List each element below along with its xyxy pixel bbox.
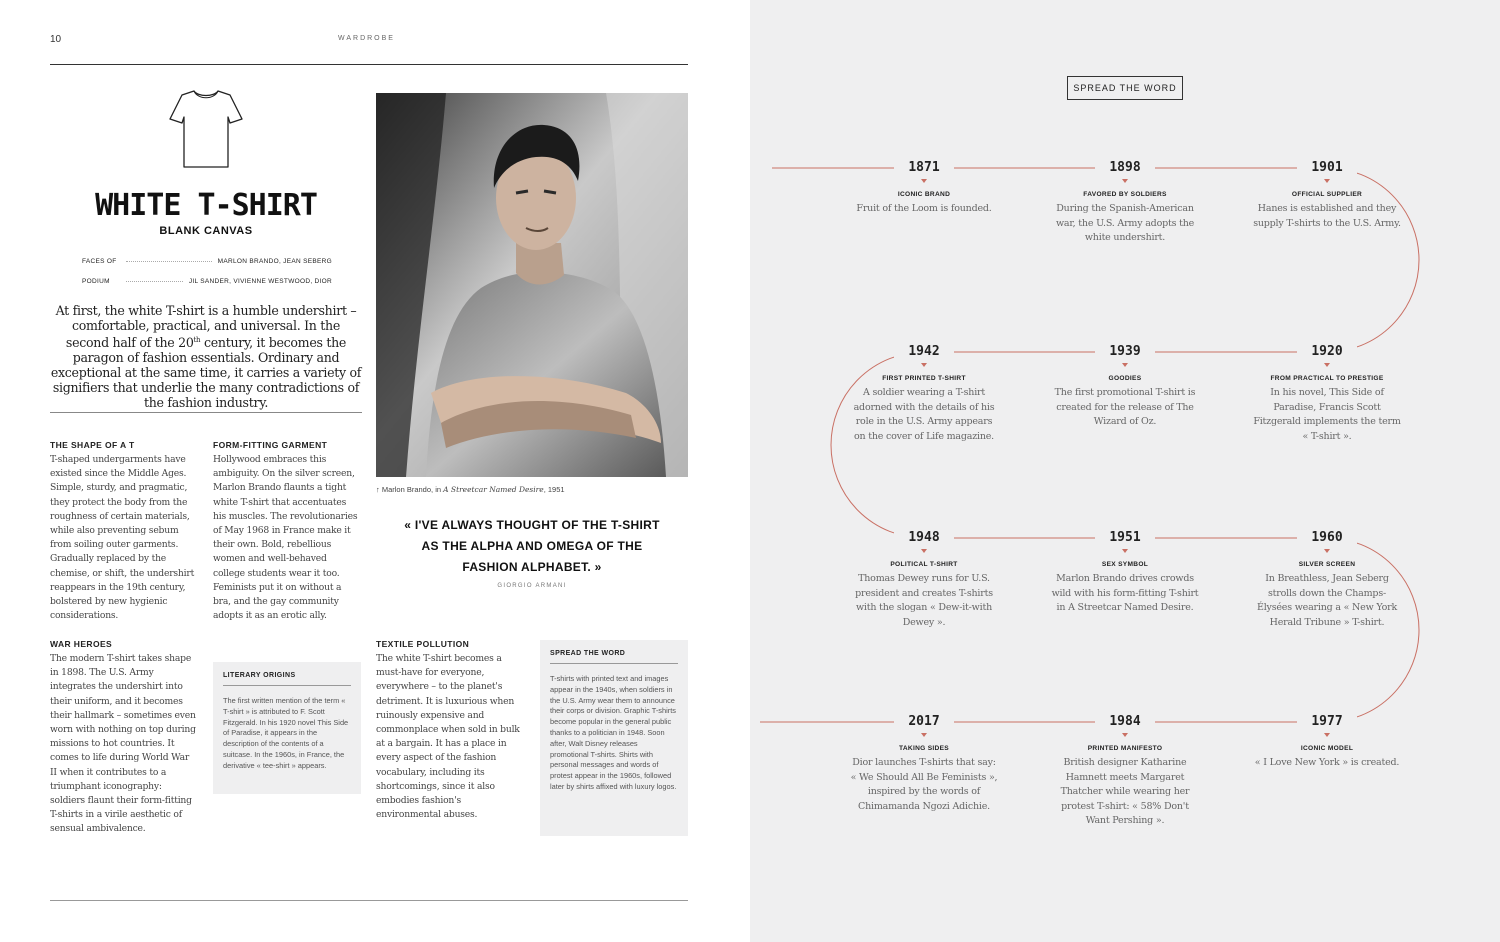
event-text: « I Love New York » is created. [1254,757,1400,768]
pull-quote: « I'VE ALWAYS THOUGHT OF THE T-SHIRT AS THE ALPHA AND OMEGA OF THE FASHION ALPHABET. » [404,518,660,574]
timeline-event-1951 [1050,529,1200,616]
event-marker [1324,549,1330,553]
section-text-war: The modern T-shirt takes shape in 1898. The U.S. Army integrates the undershirt into their uniform, and it becomes their hallmark – sometimes even worn with nothing on top during missions to hot countries. It comes to life during World War II when it contributes to a triumphant iconography: soldiers flaunt their form-fitting T-shirts in a virile aesthetic of sensual ambivalence. [50,653,196,835]
section-text-shape: T-shaped undergarments have existed since the Middle Ages. Simple, sturdy, and pragmatic, they protect the body from the roughness of certain materials, while also preventing sebum from soiling outer garments. Gradually replaced by the chemise, or shift, the undershirt reappears in the 19th century, bolstered by new hygienic considerations. [50,454,195,622]
event-text: A soldier wearing a T-shirt adorned with the details of his role in the U.S. Army appears on the cover of Life magazine. [853,387,995,442]
meta-label: PODIUM [82,278,110,285]
event-marker [1122,733,1128,737]
event-label: FAVORED BY SOLDIERS [1083,191,1167,198]
event-marker [1324,363,1330,367]
section-head-form: FORM-FITTING GARMENT [213,440,328,450]
timeline-title: SPREAD THE WORD [1067,76,1183,100]
section-head-shape: THE SHAPE OF A T [50,440,135,450]
article-title: WHITE T-SHIRT [95,188,317,223]
timeline-event-2017 [849,713,999,814]
event-label: ICONIC BRAND [897,191,951,198]
event-label: GOODIES [1108,375,1142,382]
event-year: 1942 [894,343,954,361]
timeline-event-1948 [849,529,999,630]
event-marker [1122,179,1128,183]
event-year: 1951 [1095,529,1155,547]
event-text: Hanes is established and they supply T-shirts to the U.S. Army. [1253,203,1401,229]
intro-text-a: At first, the white T-shirt is a humble undershirt – comfortable, practical, and universal. In the second half of the 20 [55,303,357,351]
event-year: 1939 [1095,343,1155,361]
timeline-event-1920 [1252,343,1402,444]
event-year: 1920 [1297,343,1357,361]
event-label: SILVER SCREEN [1298,561,1356,568]
event-year: 1960 [1297,529,1357,547]
section-head-textile: TEXTILE POLLUTION [376,639,470,649]
running-head: WARDROBE [338,35,395,42]
meta-label: FACES OF [82,258,117,265]
spread-box-head: SPREAD THE WORD [550,650,678,664]
event-year: 1948 [894,529,954,547]
event-year: 2017 [894,713,954,731]
event-marker [1122,363,1128,367]
literary-origins-head: LITERARY ORIGINS [223,672,351,686]
event-year: 1977 [1297,713,1357,731]
event-marker [1324,733,1330,737]
article-subtitle: BLANK CANVAS [159,225,253,237]
timeline-event-1984 [1050,713,1200,829]
event-text: In Breathless, Jean Seberg strolls down the Champs-Élysées wearing a « New York Herald Tribune » T-shirt. [1256,573,1398,628]
event-text: Thomas Dewey runs for U.S. president and creates T-shirts with the slogan « Dew-it-with Dewey ». [855,573,993,628]
event-marker [1324,179,1330,183]
literary-origins-text: The first written mention of the term « T-shirt » is attributed to F. Scott Fitzgerald. In his 1920 novel This Side of Paradise, it appears in the description of the contents of a suitcase. In the 1960s, in France, the derivative « tee-shirt » appears. [223,696,349,770]
event-text: Dior launches T-shirts that say: « We Should All Be Feminists », inspired by the words of Chimamanda Ngozi Adichie. [850,757,998,812]
event-label: POLITICAL T-SHIRT [890,561,958,568]
event-label: FIRST PRINTED T-SHIRT [882,375,966,382]
section-text-form: Hollywood embraces this ambiguity. On the silver screen, Marlon Brando flaunts a tight white T-shirt that accentuates his muscles. The revolutionaries of May 1968 in France make it their own. Bold, rebellious women and well-behaved college students wear it too. Feminists put it on without a bra, and the gay community adopts it as an erotic ally. [213,454,358,622]
event-label: PRINTED MANIFESTO [1087,745,1163,752]
quote-author: GIORGIO ARMANI [497,583,567,589]
event-marker [921,179,927,183]
meta-value: MARLON BRANDO, JEAN SEBERG [217,258,332,265]
event-marker [921,549,927,553]
page-number: 10 [50,34,62,45]
event-year: 1871 [894,159,954,177]
spread-box-text: T-shirts with printed text and images appear in the 1940s, when soldiers in the U.S. Army wear them to announce their corps or division. Graphic T-shirts become popular in the general public thanks to a politician in 1948. Soon after, Walt Disney releases promotional T-shirts. Shirts with personal messages and words of protest appear in the 1960s, followed later by shirts affixed with luxury logos. [550,674,677,791]
event-text: Fruit of the Loom is founded. [856,203,992,214]
caption-title: A Streetcar Named Desire [443,485,544,494]
event-text: During the Spanish-American war, the U.S. Army adopts the white undershirt. [1055,203,1195,243]
event-label: TAKING SIDES [898,745,949,752]
event-year: 1898 [1095,159,1155,177]
event-marker [1122,549,1128,553]
event-text: Marlon Brando drives crowds wild with his form-fitting T-shirt in A Streetcar Named Desire. [1051,573,1199,613]
timeline-event-1942 [849,343,999,444]
intro-sup: th [193,336,201,344]
event-label: SEX SYMBOL [1101,561,1149,568]
caption-suffix: , 1951 [543,485,565,494]
event-text: In his novel, This Side of Paradise, Francis Scott Fitzgerald implements the term « T-shirt ». [1253,387,1401,442]
timeline-event-1960 [1252,529,1402,630]
event-marker [921,733,927,737]
event-year: 1984 [1095,713,1155,731]
timeline-line [760,168,1419,722]
intro-text-b: century, it becomes the paragon of fashion essentials. Ordinary and exceptional at the same time, it carries a variety of signifiers that underlie the many contradictions of the fashion industry. [50,335,362,411]
meta-value: JIL SANDER, VIVIENNE WESTWOOD, DIOR [188,278,332,285]
event-text: The first promotional T-shirt is created for the release of The Wizard of Oz. [1054,387,1196,427]
event-year: 1901 [1297,159,1357,177]
event-marker [921,363,927,367]
timeline-event-1939 [1050,343,1200,430]
timeline-event-1898 [1050,159,1200,246]
timeline-event-1901 [1252,159,1402,231]
caption-prefix: ↑ Marlon Brando, in [376,485,444,494]
event-label: ICONIC MODEL [1300,745,1354,752]
event-label: OFFICIAL SUPPLIER [1291,191,1363,198]
section-head-war: WAR HEROES [50,639,113,649]
section-text-textile: The white T-shirt becomes a must-have for everyone, everywhere – to the planet's detriment. It is luxurious when ruinously expensive and commonplace when sold in bulk at a bargain. It has a place in every aspect of the fashion vocabulary, including its shortcomings, since it also embodies fashion's environmental abuses. [376,653,520,821]
timeline-event-1977 [1252,713,1402,771]
event-text: British designer Katharine Hamnett meets Margaret Thatcher while wearing her protest T-shirt: « 58% Don't Want Pershing ». [1060,757,1190,826]
timeline-event-1871 [849,159,999,217]
event-label: FROM PRACTICAL TO PRESTIGE [1270,375,1384,382]
